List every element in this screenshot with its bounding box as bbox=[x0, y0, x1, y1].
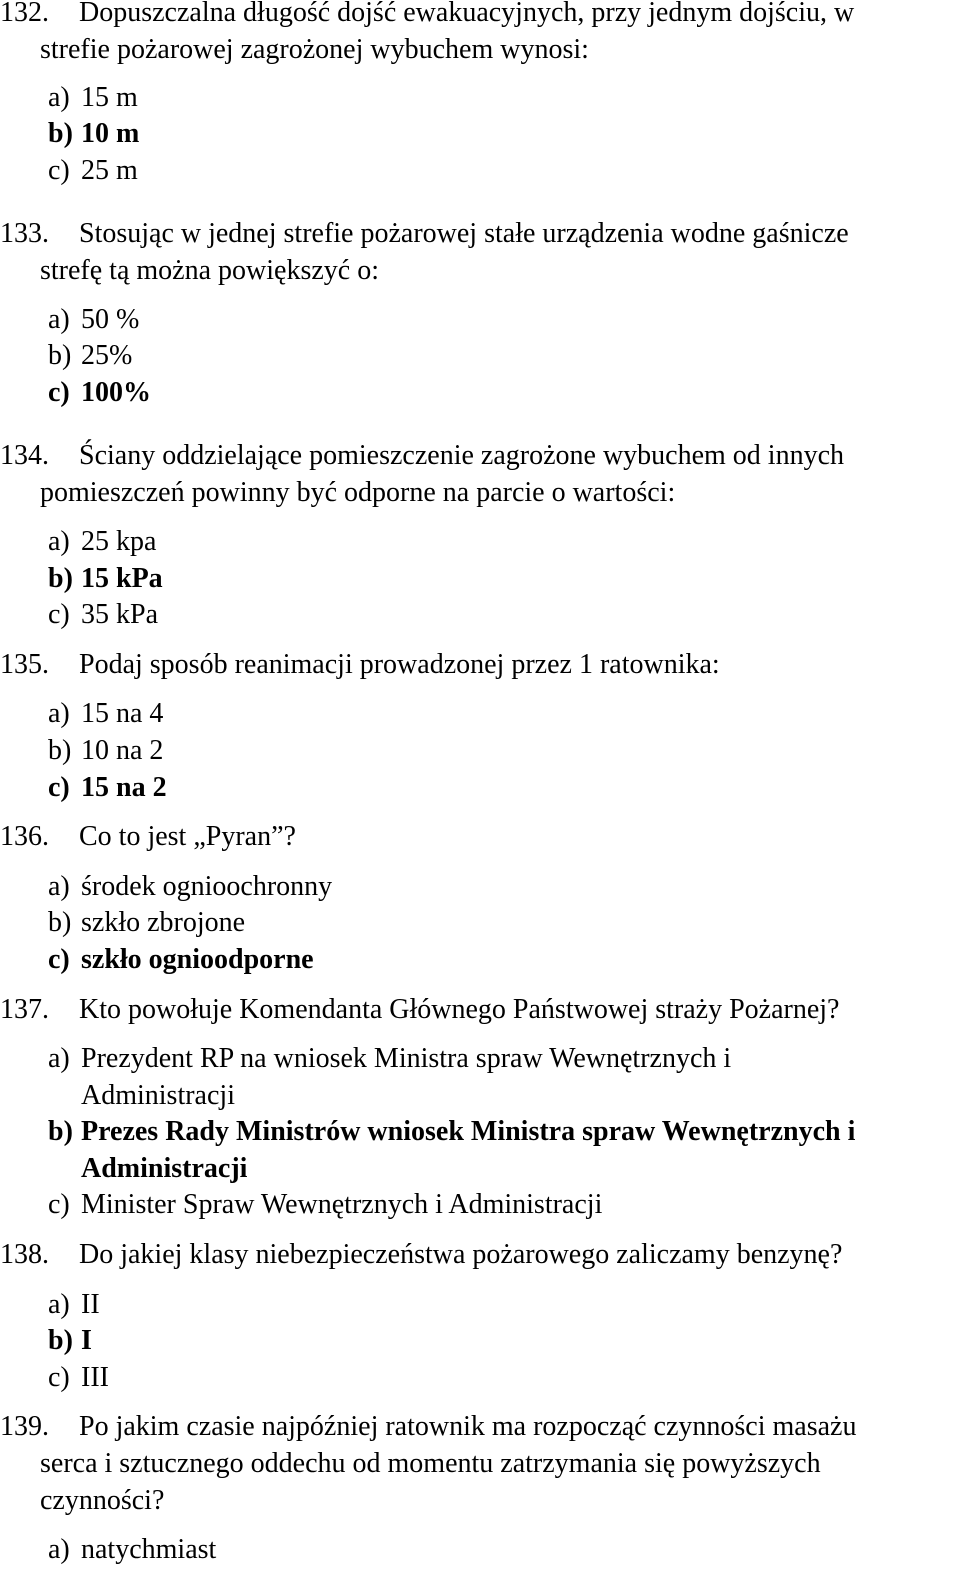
answer-option-correct: c) 100% bbox=[48, 377, 151, 408]
question-text: Do jakiej klasy niebezpieczeństwa pożarowego zaliczamy benzynę? bbox=[79, 1239, 843, 1270]
question-text: Ściany oddzielające pomieszczenie zagrożone wybuchem od innych bbox=[79, 440, 845, 471]
question-number: 133. bbox=[0, 218, 49, 249]
question-number: 132. bbox=[0, 0, 49, 28]
question-text: Po jakim czasie najpóźniej ratownik ma rozpocząć czynności masażu bbox=[79, 1411, 857, 1442]
answer-option: c) 25 m bbox=[48, 155, 138, 186]
answer-option-correct: c) szkło ognioodporne bbox=[48, 944, 314, 975]
question-text: strefie pożarowej zagrożonej wybuchem wynosi: bbox=[40, 34, 589, 65]
question-number: 137. bbox=[0, 994, 49, 1025]
question-number: 139. bbox=[0, 1411, 49, 1442]
question-text: Kto powołuje Komendanta Głównego Państwowej straży Pożarnej? bbox=[79, 994, 840, 1025]
answer-option-correct: c) 15 na 2 bbox=[48, 772, 167, 803]
answer-option: c) Minister Spraw Wewnętrznych i Administracji bbox=[48, 1189, 603, 1220]
answer-option: a) 15 m bbox=[48, 82, 138, 113]
question-number: 138. bbox=[0, 1239, 49, 1270]
answer-option: b) 25% bbox=[48, 340, 133, 371]
question-number: 136. bbox=[0, 821, 49, 852]
answer-option-correct: b) 15 kPa bbox=[48, 563, 163, 594]
answer-option: a) 15 na 4 bbox=[48, 698, 164, 729]
question-text: Dopuszczalna długość dojść ewakuacyjnych, przy jednym dojściu, w bbox=[79, 0, 855, 28]
answer-option-continuation: Administracji bbox=[81, 1153, 248, 1184]
question-text: czynności? bbox=[40, 1485, 165, 1516]
question-text: pomieszczeń powinny być odporne na parcie o wartości: bbox=[40, 477, 676, 508]
answer-option-continuation: Administracji bbox=[81, 1080, 235, 1111]
answer-option: a) Prezydent RP na wniosek Ministra spraw Wewnętrznych i bbox=[48, 1043, 732, 1074]
answer-option: a) 25 kpa bbox=[48, 526, 157, 557]
question-text: serca i sztucznego oddechu od momentu zatrzymania się powyższych bbox=[40, 1448, 821, 1479]
answer-option: a) środek ognioochronny bbox=[48, 871, 333, 902]
question-number: 135. bbox=[0, 649, 49, 680]
answer-option: b) szkło zbrojone bbox=[48, 907, 246, 938]
answer-option: c) 35 kPa bbox=[48, 599, 158, 630]
question-number: 134. bbox=[0, 440, 49, 471]
answer-option: a) natychmiast bbox=[48, 1534, 217, 1565]
answer-option: b) 10 na 2 bbox=[48, 735, 164, 766]
answer-option-correct: b) I bbox=[48, 1325, 92, 1356]
question-text: Co to jest „Pyran”? bbox=[79, 821, 296, 852]
answer-option: a) II bbox=[48, 1289, 100, 1320]
answer-option-correct: b) Prezes Rady Ministrów wniosek Ministra spraw Wewnętrznych i bbox=[48, 1116, 856, 1147]
answer-option: c) III bbox=[48, 1362, 109, 1393]
question-text: strefę tą można powiększyć o: bbox=[40, 255, 379, 286]
answer-option-correct: b) 10 m bbox=[48, 118, 140, 149]
question-text: Podaj sposób reanimacji prowadzonej przez 1 ratownika: bbox=[79, 649, 720, 680]
answer-option: a) 50 % bbox=[48, 304, 140, 335]
question-text: Stosując w jednej strefie pożarowej stałe urządzenia wodne gaśnicze bbox=[79, 218, 849, 249]
